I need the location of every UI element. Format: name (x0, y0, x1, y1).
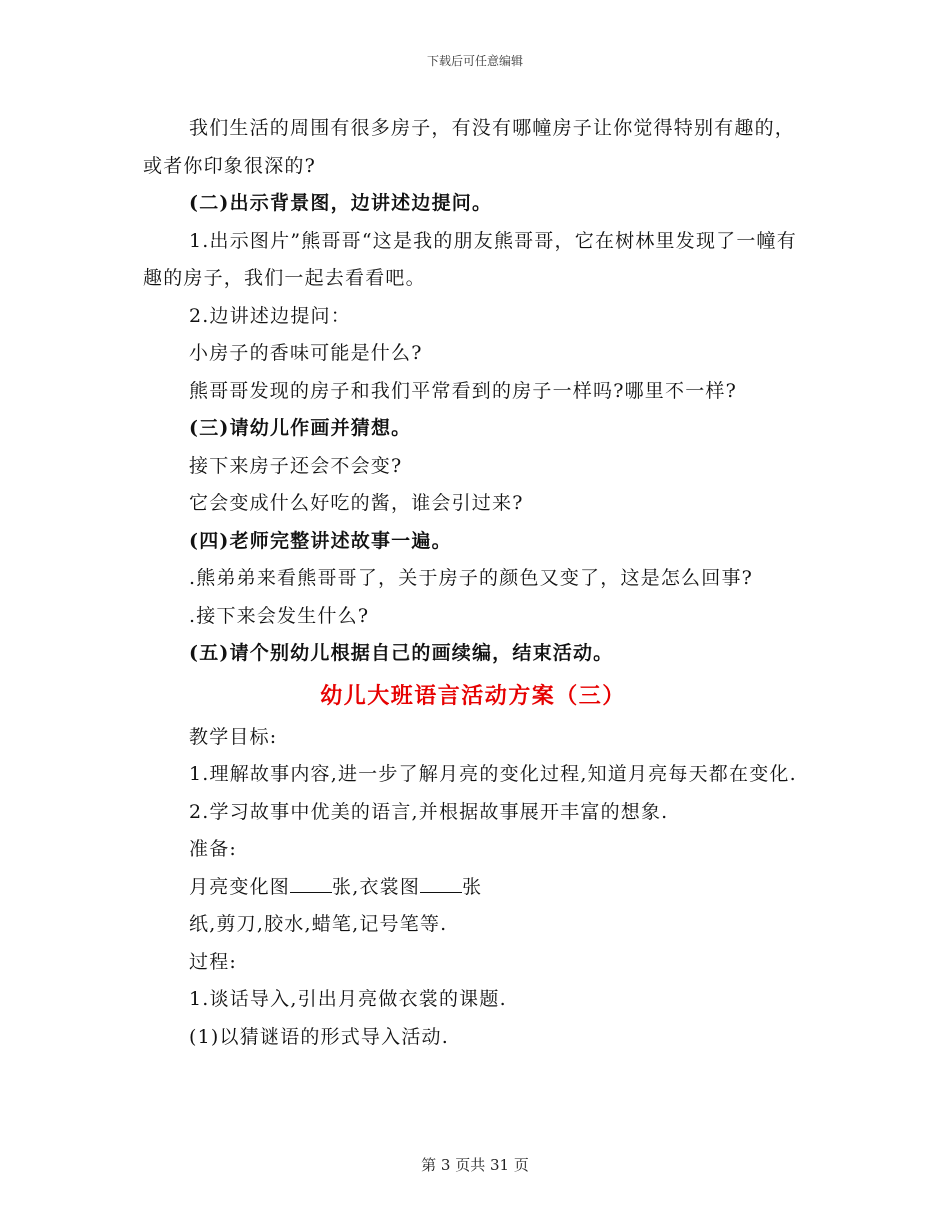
paragraph: 1.理解故事内容,进一步了解月亮的变化过程,知道月亮每天都在变化. (189, 763, 797, 785)
paragraph: 1.出示图片”熊哥哥“这是我的朋友熊哥哥，它在树林里发现了一幢有趣的房子，我们一起去看看吧。 (143, 229, 797, 289)
paragraph: 过程: (189, 950, 238, 973)
paragraph: 教学目标: (189, 725, 278, 748)
paragraph: (1)以猜谜语的形式导入活动. (189, 1025, 449, 1048)
paragraph: 我们生活的周围有很多房子，有没有哪幢房子让你觉得特别有趣的，或者你印象很深的? (143, 117, 796, 177)
section-heading: (三)请幼儿作画并猜想。 (189, 417, 412, 439)
paragraph: 熊哥哥发现的房子和我们平常看到的房子一样吗?哪里不一样? (189, 379, 737, 402)
fill-in-blank (420, 874, 462, 893)
paragraph: 2.边讲述边提问： (189, 304, 351, 327)
fill-in-blank (290, 874, 332, 893)
section-heading: (五)请个别幼儿根据自己的画续编，结束活动。 (189, 642, 614, 664)
page-header: 下载后可任意编辑 (426, 54, 523, 68)
text-fragment: 月亮变化图 (189, 875, 291, 898)
page-footer: 第 3 页共 31 页 (421, 1156, 529, 1174)
paragraph: 它会变成什么好吃的酱，谁会引过来? (189, 492, 524, 514)
text-fragment: 张,衣裳图 (332, 875, 421, 898)
paragraph: 接下来房子还会不会变? (189, 454, 403, 477)
paragraph: 准备: (189, 838, 238, 860)
paragraph: 小房子的香味可能是什么? (189, 342, 423, 364)
section-heading: (四)老师完整讲述故事一遍。 (189, 529, 452, 552)
text-fragment: 张 (462, 875, 483, 898)
paragraph: 2.学习故事中优美的语言,并根据故事展开丰富的想象. (189, 800, 669, 823)
paragraph: .接下来会发生什么? (189, 604, 370, 627)
section-heading: (二)出示背景图，边讲述边提问。 (189, 192, 493, 214)
document-title: 幼儿大班语言活动方案（三） (320, 682, 626, 709)
document-body (143, 110, 803, 1056)
paragraph: .熊弟弟来看熊哥哥了，关于房子的颜色又变了，这是怎么回事? (189, 567, 754, 589)
paragraph: 纸,剪刀,胶水,蜡笔,记号笔等. (189, 913, 448, 935)
paragraph (143, 869, 803, 907)
paragraph: 1.谈话导入,引出月亮做衣裳的课题. (189, 988, 507, 1010)
